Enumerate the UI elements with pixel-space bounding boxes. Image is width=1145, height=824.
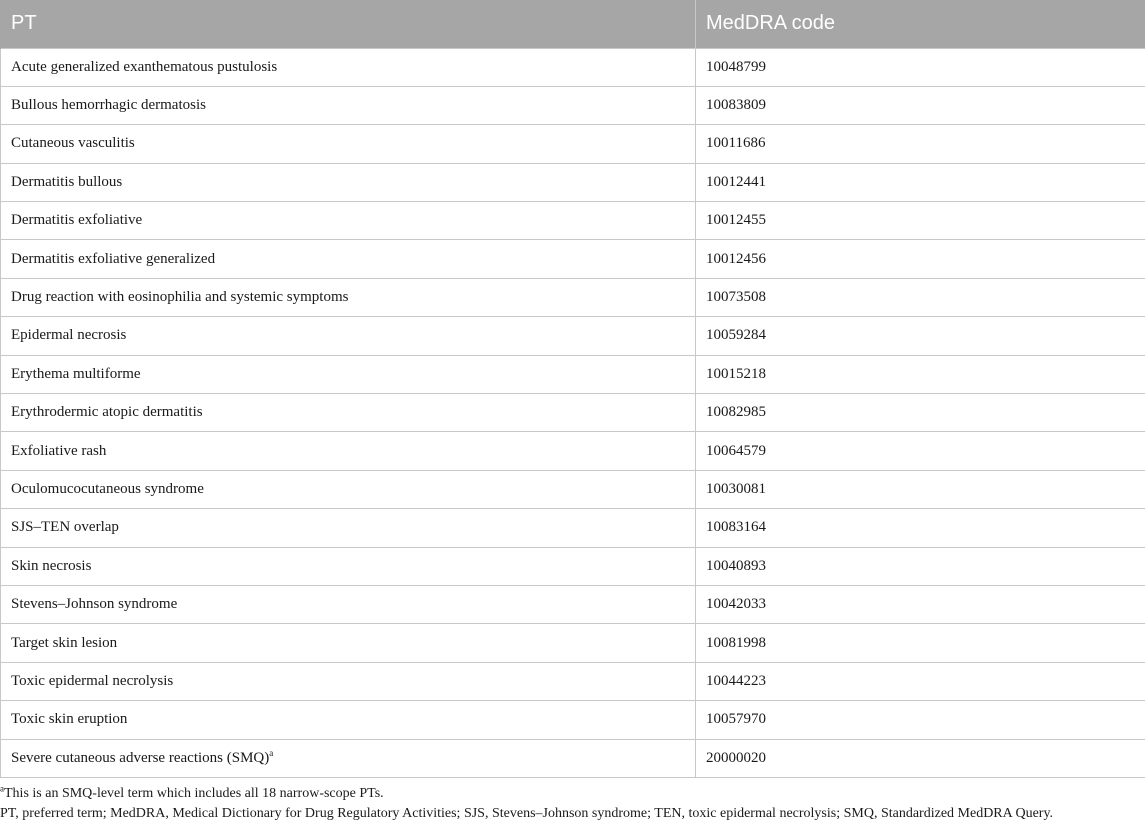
code-cell: 10048799 <box>696 48 1145 86</box>
table-header-row <box>1 0 1145 48</box>
pt-cell: Dermatitis exfoliative <box>1 202 696 240</box>
table-row <box>1 470 1145 508</box>
code-cell: 10012456 <box>696 240 1145 278</box>
abbreviations-note: PT, preferred term; MedDRA, Medical Dictionary for Drug Regulatory Activities; SJS, Stevens–Johnson syndrome; TEN, toxic epidermal necrolysis; SMQ, Standardized MedDRA Query. <box>0 806 1054 821</box>
pt-cell: Acute generalized exanthematous pustulosis <box>1 48 696 86</box>
pt-cell: Toxic skin eruption <box>1 701 696 739</box>
table-row <box>1 662 1145 700</box>
pt-cell: SJS–TEN overlap <box>1 509 696 547</box>
pt-cell: Dermatitis exfoliative generalized <box>1 240 696 278</box>
header-pt: PT <box>1 0 696 48</box>
code-cell: 20000020 <box>696 739 1145 777</box>
header-meddra-code: MedDRA code <box>696 0 1145 48</box>
pt-cell: Epidermal necrosis <box>1 317 696 355</box>
table-row <box>1 432 1145 470</box>
pt-cell: Skin necrosis <box>1 547 696 585</box>
table-row <box>1 509 1145 547</box>
code-cell: 10082985 <box>696 394 1145 432</box>
pt-cell: Bullous hemorrhagic dermatosis <box>1 86 696 124</box>
footnote-a-marker: a <box>0 783 4 794</box>
pt-cell: Stevens–Johnson syndrome <box>1 585 696 623</box>
table-row <box>1 240 1145 278</box>
table-row <box>1 355 1145 393</box>
table-row <box>1 585 1145 623</box>
pt-cell: Erythema multiforme <box>1 355 696 393</box>
code-cell: 10081998 <box>696 624 1145 662</box>
footnote-a <box>0 784 1145 804</box>
pt-cell-text: Severe cutaneous adverse reactions (SMQ) <box>11 749 270 766</box>
table-row <box>1 125 1145 163</box>
code-cell: 10012441 <box>696 163 1145 201</box>
code-cell: 10064579 <box>696 432 1145 470</box>
table-row <box>1 739 1145 777</box>
pt-cell: Drug reaction with eosinophilia and systemic symptoms <box>1 278 696 316</box>
pt-cell: Toxic epidermal necrolysis <box>1 662 696 700</box>
table-footnotes <box>0 784 1145 824</box>
pt-cell: Oculomucocutaneous syndrome <box>1 470 696 508</box>
code-cell: 10083164 <box>696 509 1145 547</box>
code-cell: 10040893 <box>696 547 1145 585</box>
table-row <box>1 317 1145 355</box>
pt-cell: Erythrodermic atopic dermatitis <box>1 394 696 432</box>
code-cell: 10011686 <box>696 125 1145 163</box>
code-cell: 10083809 <box>696 86 1145 124</box>
table-row <box>1 278 1145 316</box>
code-cell: 10012455 <box>696 202 1145 240</box>
code-cell: 10015218 <box>696 355 1145 393</box>
table-row <box>1 547 1145 585</box>
pt-cell: Cutaneous vasculitis <box>1 125 696 163</box>
code-cell: 10073508 <box>696 278 1145 316</box>
table-row <box>1 701 1145 739</box>
table-row <box>1 202 1145 240</box>
pt-cell <box>1 739 696 777</box>
footnote-marker: a <box>269 747 274 758</box>
code-cell: 10030081 <box>696 470 1145 508</box>
table-row <box>1 394 1145 432</box>
pt-cell: Exfoliative rash <box>1 432 696 470</box>
code-cell: 10059284 <box>696 317 1145 355</box>
pt-cell: Target skin lesion <box>1 624 696 662</box>
table-row <box>1 86 1145 124</box>
pt-cell: Dermatitis bullous <box>1 163 696 201</box>
table-row <box>1 48 1145 86</box>
code-cell: 10044223 <box>696 662 1145 700</box>
table-row <box>1 624 1145 662</box>
footnote-a-text: This is an SMQ-level term which includes all 18 narrow-scope PTs. <box>4 786 384 801</box>
table-row <box>1 163 1145 201</box>
code-cell: 10057970 <box>696 701 1145 739</box>
code-cell: 10042033 <box>696 585 1145 623</box>
